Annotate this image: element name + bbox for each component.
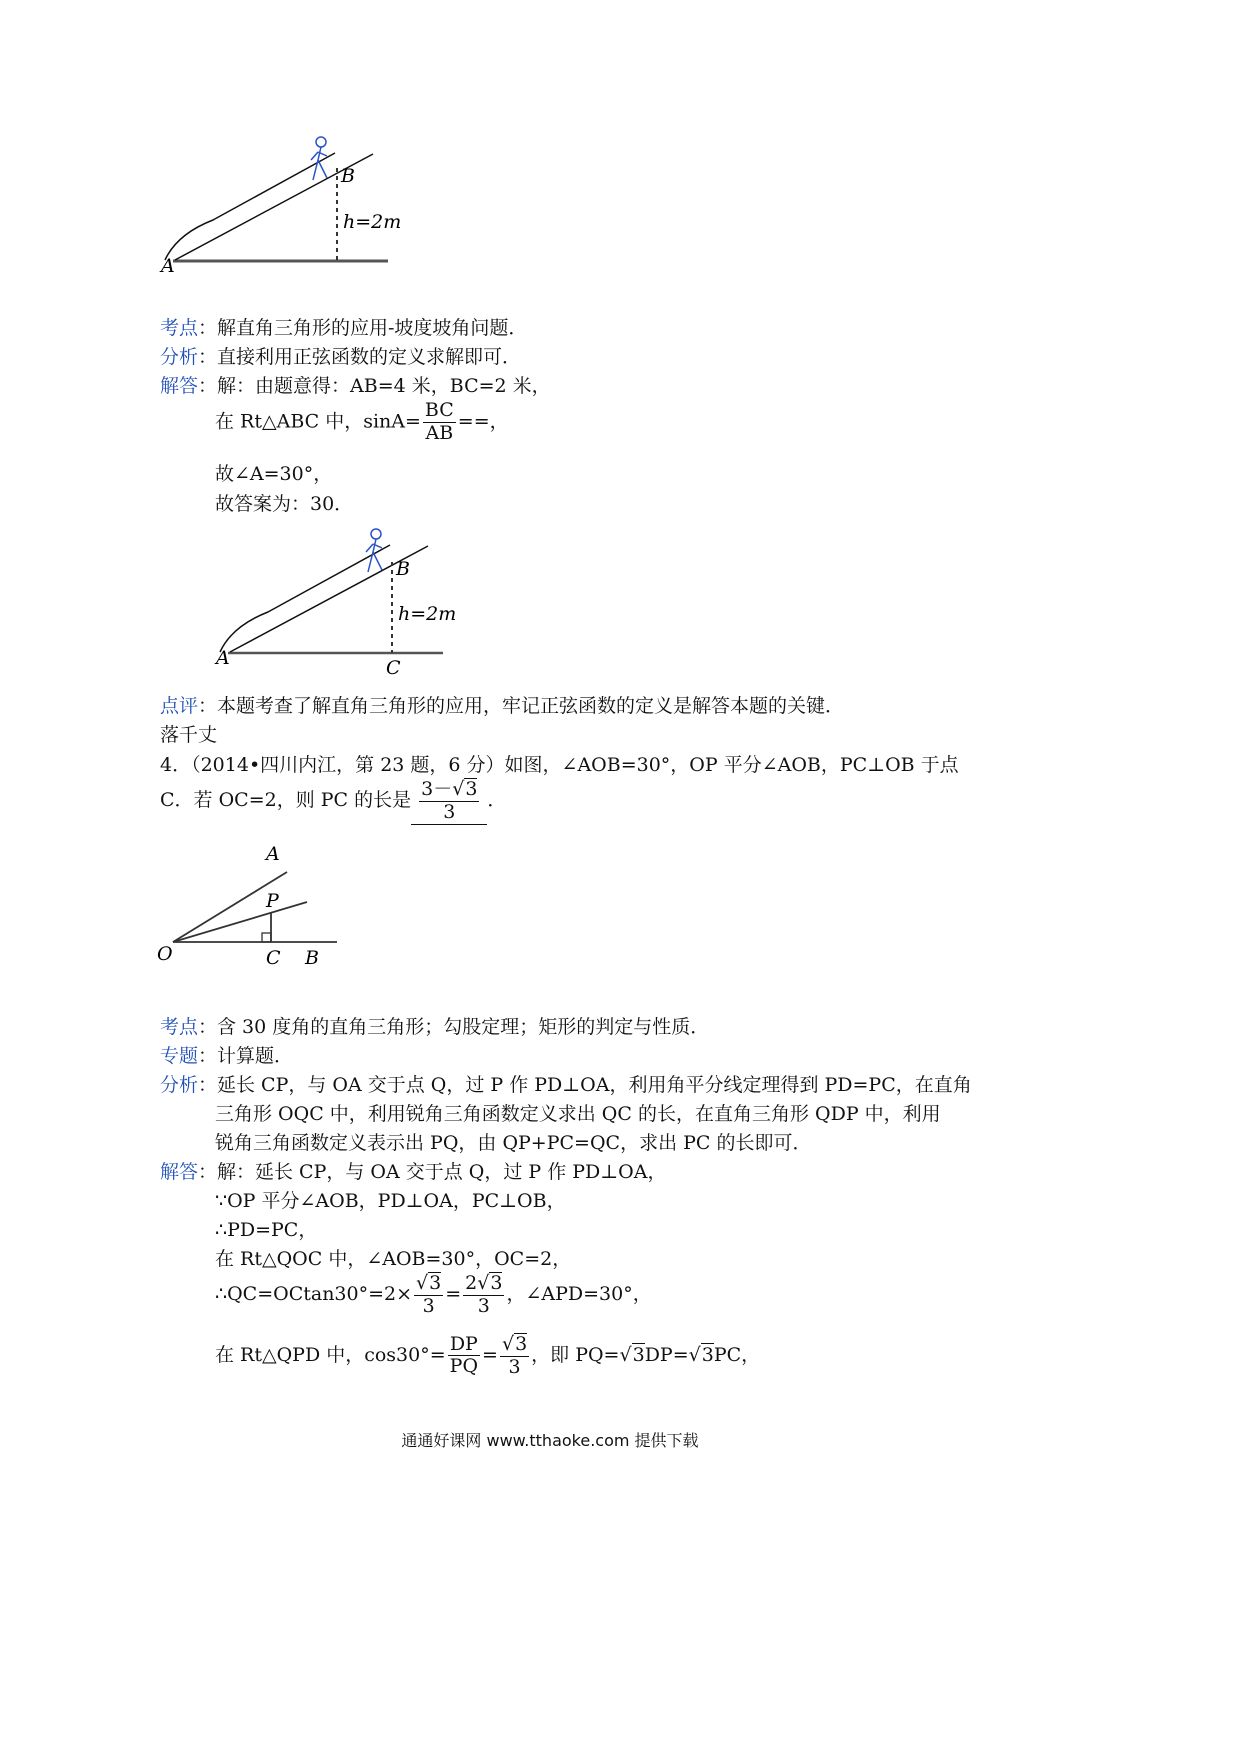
- fraction-numerator: √3: [416, 1272, 442, 1294]
- figure-label-c: C: [386, 657, 401, 679]
- sina-suffix: ==，: [457, 410, 509, 433]
- zhuanti-label: 专题: [160, 1045, 199, 1067]
- slope-diagram-2: [210, 522, 460, 682]
- fraction-denominator: 3: [477, 1294, 490, 1317]
- figure-angle: [155, 838, 355, 973]
- kaodian-label: 考点: [160, 1016, 199, 1038]
- fenxi-line-2: [160, 1070, 972, 1097]
- jieda-text: ：解：由题意得：AB=4 米，BC=2 米，: [198, 375, 551, 397]
- figure-label-o: O: [157, 943, 173, 965]
- question-4-end: ．: [487, 788, 507, 811]
- solution-line-6: 在 Rt△QPD 中，cos30°= $\frac{DP}{PQ}$ = $\frac{√3}{3}$ ，即 PQ=√3DP=√3PC，: [215, 1332, 761, 1378]
- fraction-numerator: √3: [501, 1333, 528, 1355]
- kaodian-line-1: [160, 313, 527, 340]
- answer-blank: [411, 778, 487, 825]
- radicand: 3: [429, 1272, 442, 1294]
- radicand: 3: [490, 1272, 503, 1294]
- fraction-denominator: PQ: [449, 1355, 479, 1378]
- radicand: 3: [515, 1333, 528, 1355]
- solution-line-3: ∴PD=PC，: [215, 1219, 318, 1241]
- figure-slope-1: [155, 130, 405, 280]
- zhuanti-text: ：计算题．: [198, 1045, 294, 1067]
- fraction-denominator: 3: [422, 1294, 435, 1317]
- jieda-label: 解答: [160, 1161, 199, 1183]
- dianping-label: 点评: [160, 695, 199, 717]
- question-4-text: C．若 OC=2，则 PC 的长是: [160, 788, 412, 811]
- dianping-line: [160, 691, 844, 718]
- question-4-line-2: [160, 778, 506, 825]
- pc-text: PC，: [713, 1343, 761, 1366]
- fraction-2sqrt3-over-3: [463, 1272, 504, 1318]
- fenxi-line-1: [160, 342, 521, 369]
- figure-label-a: A: [266, 843, 280, 865]
- figure-label-c: C: [266, 947, 281, 969]
- jieda-text-1: ：解：延长 CP，与 OA 交于点 Q，过 P 作 PD⊥OA，: [198, 1161, 667, 1183]
- fraction-denominator: 3: [508, 1355, 521, 1378]
- answer-num-part: 3－: [421, 778, 453, 800]
- kaodian-text: ：含 30 度角的直角三角形；勾股定理；矩形的判定与性质．: [198, 1016, 710, 1038]
- fraction-numerator: DP: [448, 1334, 480, 1357]
- fenxi-label: 分析: [160, 1074, 199, 1096]
- answer-numerator: 3－√3: [421, 778, 478, 800]
- fraction-sqrt3-over-3: [414, 1272, 443, 1318]
- figure-label-b: B: [396, 558, 410, 580]
- fraction-denominator: AB: [425, 421, 454, 444]
- fraction-sqrt3-over-3: [500, 1333, 529, 1379]
- pq-text: ，即 PQ=: [531, 1343, 620, 1366]
- figure-label-b: B: [341, 165, 355, 187]
- equals-sign: =: [482, 1343, 498, 1366]
- figure-slope-2: [210, 522, 460, 682]
- figure-label-p: P: [266, 890, 279, 912]
- radicand: 3: [701, 1343, 714, 1366]
- answer-denominator: 3: [443, 800, 456, 823]
- kaodian-text: ：解直角三角形的应用-坡度坡角问题．: [198, 317, 528, 339]
- fraction-bc-ab: [423, 400, 456, 445]
- sina-prefix: 在 Rt△ABC 中，sinA=: [215, 410, 421, 433]
- fenxi-text-2: 三角形 OQC 中，利用锐角三角函数定义求出 QC 的长，在直角三角形 QDP 中，利用: [215, 1103, 941, 1125]
- qc-suffix: ，∠APD=30°，: [506, 1282, 652, 1305]
- zhuanti-line: [160, 1041, 293, 1068]
- cos-prefix: 在 Rt△QPD 中，cos30°=: [215, 1343, 446, 1366]
- figure-label-a: A: [216, 647, 230, 669]
- fraction-numerator: BC: [424, 399, 454, 421]
- figure-label-h: h=2m: [343, 211, 402, 233]
- figure-label-b: B: [305, 947, 319, 969]
- fenxi-text: ：直接利用正弦函数的定义求解即可．: [198, 346, 522, 368]
- fraction-numerator: 2√3: [465, 1272, 503, 1294]
- solution-line-2: ∵OP 平分∠AOB，PD⊥OA，PC⊥OB，: [215, 1190, 566, 1212]
- answer-fraction: [419, 778, 479, 824]
- answer-num-radicand: 3: [465, 778, 478, 800]
- figure-label-a: A: [161, 255, 175, 277]
- angle-line: 故∠A=30°，: [215, 463, 333, 485]
- question-4-line-1: 4．（2014•四川内江，第 23 题，6 分）如图，∠AOB=30°，OP 平分∠AOB，PC⊥OB 于点: [160, 754, 959, 776]
- answer-line: 故答案为：30．: [215, 493, 354, 515]
- kaodian-line-2: [160, 1012, 709, 1039]
- jieda-label: 解答: [160, 375, 199, 397]
- angle-diagram: [155, 838, 355, 973]
- fenxi-label: 分析: [160, 346, 199, 368]
- qc-prefix: ∴QC=OCtan30°=2×: [215, 1282, 413, 1305]
- solution-line-5: [215, 1272, 652, 1318]
- figure-label-h: h=2m: [398, 603, 457, 625]
- dp-text: DP=: [644, 1343, 689, 1366]
- kaodian-label: 考点: [160, 317, 199, 339]
- jieda-line-1: [160, 371, 551, 398]
- sina-line: [215, 400, 509, 445]
- equals-sign: =: [445, 1282, 462, 1305]
- fraction-dp-pq: [448, 1334, 480, 1379]
- dianping-text: ：本题考查了解直角三角形的应用，牢记正弦函数的定义是解答本题的关键．: [198, 695, 845, 717]
- lqz-line: 落千丈: [160, 724, 218, 746]
- slope-diagram-1: [155, 130, 405, 280]
- fenxi-text-1: ：延长 CP，与 OA 交于点 Q，过 P 作 PD⊥OA，利用角平分线定理得到 PD=PC，在直角: [198, 1074, 972, 1096]
- solution-line-4: 在 Rt△QOC 中，∠AOB=30°，OC=2，: [215, 1248, 572, 1270]
- page-footer: 通通好课网 www.tthaoke.com 提供下载: [401, 1431, 699, 1450]
- coefficient: 2: [465, 1272, 478, 1294]
- radicand: 3: [632, 1343, 645, 1366]
- jieda-line-2: [160, 1157, 666, 1184]
- fenxi-text-3: 锐角三角函数定义表示出 PQ，由 QP+PC=QC，求出 PC 的长即可．: [215, 1132, 812, 1154]
